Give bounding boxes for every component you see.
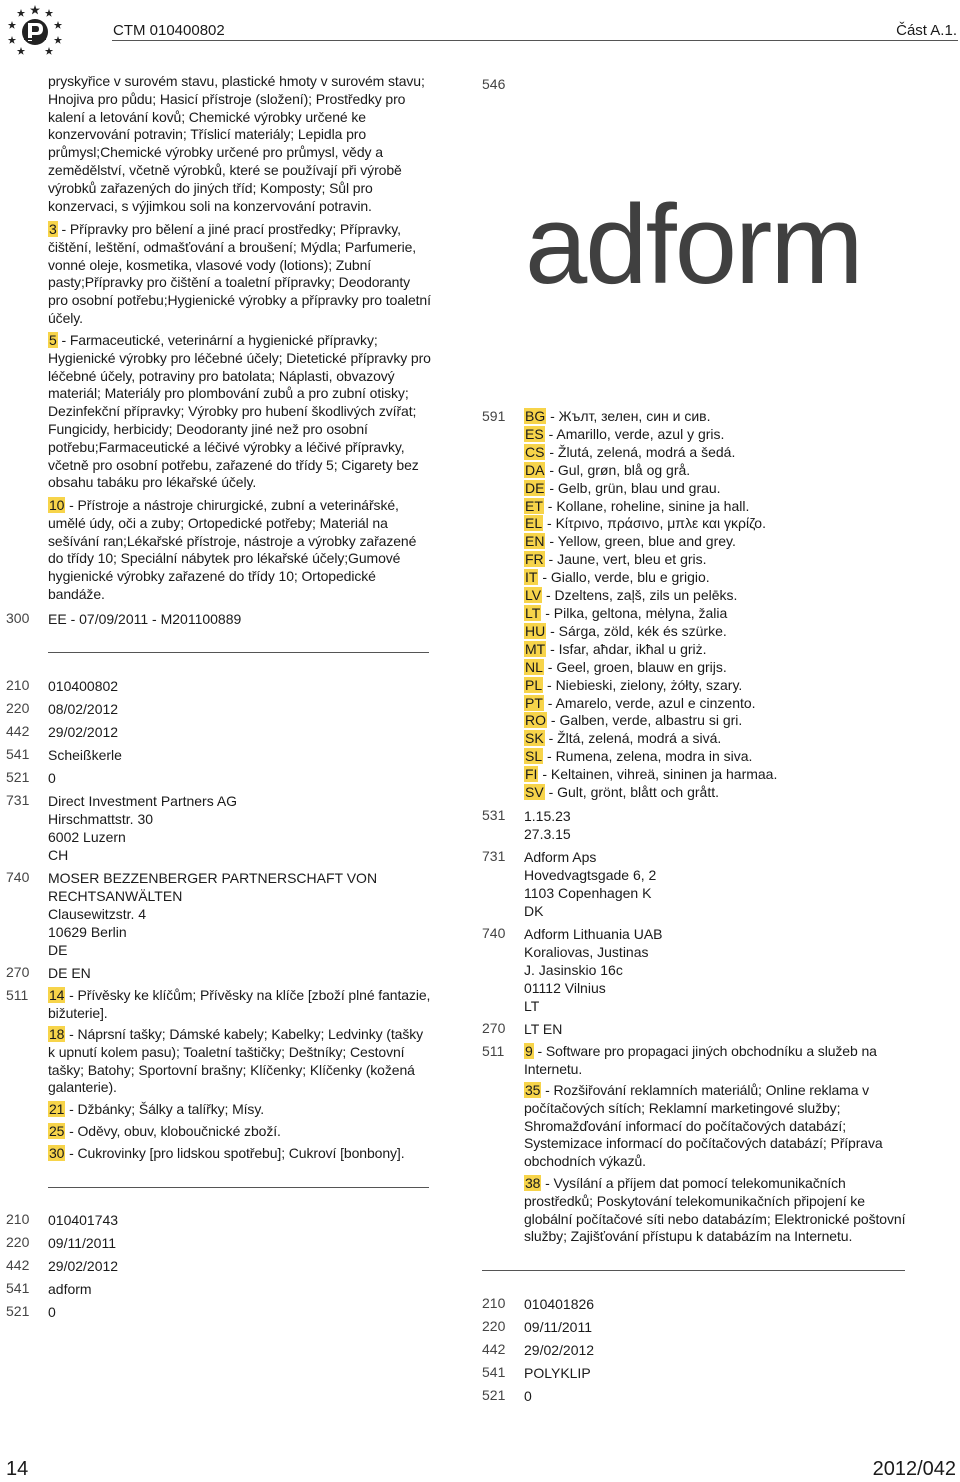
language-code-badge: ES	[525, 425, 544, 442]
class-description: - Přístroje a nástroje chirurgické, zubní a veterinářské, umělé údy, oči a zuby; Ortopedické potřeby; Materiál na sešívání ran;Lékařské přístroje, nástroje a výrobky zařazené do třídy 10; Speciální nábytek pro lékařské účely;Gumové hygienické výrobky zařazené do třídy 10; Ortopedické bandáže.	[48, 497, 417, 602]
field-code-270: 270	[6, 964, 30, 980]
class-number-badge: 10	[49, 497, 65, 513]
colour-claim-text: - Geel, groen, blauw en grijs.	[543, 658, 727, 675]
colour-claim-row	[524, 551, 924, 569]
class-number-badge: 21	[49, 1101, 65, 1117]
class-description: - Džbánky; Šálky a talířky; Mísy.	[65, 1101, 264, 1117]
nice-class-10	[48, 497, 432, 604]
class-description: - Vysílání a příjem dat pomocí telekomunikačních prostředků; Poskytování telekomunikačních připojení ke globální počítačové síti nebo databázím; Elektronické poštovní služby; Zajišťování přístupu k databázím na Internetu.	[524, 1175, 906, 1245]
field-code-511: 511	[6, 987, 29, 1003]
language-code-badge: SL	[525, 748, 543, 765]
field-code-521: 521	[6, 769, 30, 785]
language-code-badge: FI	[525, 766, 538, 783]
acquired-distinctiveness: 0	[48, 770, 56, 786]
colour-claim-row	[524, 498, 924, 516]
class-number-badge: 18	[49, 1026, 65, 1042]
colour-claim-row	[524, 659, 924, 677]
publication-date: 29/02/2012	[48, 724, 119, 740]
colour-claim-row	[524, 748, 924, 766]
colour-claim-row	[524, 766, 924, 784]
filing-date: 09/11/2011	[48, 1235, 116, 1251]
field-code-300: 300	[6, 610, 30, 626]
seniority-value: EE - 07/09/2011 - M201100889	[48, 611, 242, 627]
field-code-511: 511	[482, 1043, 505, 1059]
field-code-210: 210	[6, 1211, 30, 1227]
colour-claim-row	[524, 408, 924, 426]
field-code-442: 442	[6, 723, 30, 739]
colour-claim-text: - Amarillo, verde, azul y gris.	[544, 425, 725, 442]
colour-claim-text: - Kollane, roheline, sinine ja hall.	[543, 497, 750, 514]
class-description: - Přívěsky ke klíčům; Přívěsky na klíče [zboží plné fantazie, bižuterie].	[48, 987, 431, 1021]
colour-claim-row	[524, 784, 924, 802]
document-code: CTM 010400802	[113, 22, 225, 39]
class-number-badge: 5	[49, 332, 57, 348]
languages: DE EN	[48, 965, 91, 981]
class-number-badge: 38	[525, 1175, 541, 1191]
nice-class-30	[48, 1145, 440, 1163]
field-code-541: 541	[6, 746, 30, 762]
class-description: - Náprsní tašky; Dámské kabely; Kabelky; Ledvinky (tašky k upnutí kolem pasu); Toaletní taštičky; Deštníky; Cestovní tašky; Batohy; Sportovní brašny; Klíčenky; Klíčenky (kožená galanterie).	[48, 1026, 424, 1096]
class-number-badge: 3	[49, 221, 57, 237]
colour-claim-row	[524, 444, 924, 462]
colour-claim-row	[524, 426, 924, 444]
nice-class-3	[48, 221, 432, 328]
colour-claim-row	[524, 587, 924, 605]
language-code-badge: LV	[525, 587, 542, 604]
colour-claim-row	[524, 605, 924, 623]
colour-claim-row	[524, 462, 924, 480]
colour-claim-text: - Amarelo, verde, azul e cinzento.	[543, 694, 756, 711]
colour-claim-text: - Rumena, zelena, modra in siva.	[543, 748, 753, 765]
language-code-badge: CS	[525, 443, 545, 460]
colour-claim-text: - Pilka, geltona, mėlyna, žalia	[541, 604, 728, 621]
application-number: 010401743	[48, 1212, 119, 1228]
field-code-740: 740	[6, 869, 30, 885]
colour-claim-row	[524, 515, 924, 533]
field-code-220: 220	[6, 700, 30, 716]
language-code-badge: NL	[525, 658, 543, 675]
field-code-521: 521	[482, 1387, 506, 1403]
colour-claim-text: - Niebieski, zielony, żółty, szary.	[543, 676, 743, 693]
class-number-badge: 14	[49, 987, 65, 1003]
representative-address: MOSER BEZZENBERGER PARTNERSCHAFT VON RECHTSANWÄLTEN Clausewitzstr. 4 10629 Berlin DE	[48, 870, 378, 958]
language-code-badge: BG	[525, 408, 546, 424]
language-code-badge: SK	[525, 730, 544, 747]
language-code-badge: PL	[525, 676, 543, 693]
page-number: 14	[6, 1458, 29, 1480]
colour-claim-row	[524, 695, 924, 713]
filing-date: 09/11/2011	[524, 1319, 592, 1335]
colour-claim-text: - Gult, grönt, blått och grått.	[544, 784, 719, 801]
acquired-distinctiveness: 0	[524, 1388, 532, 1404]
colour-claim-text: - Jaune, vert, bleu et gris.	[544, 551, 707, 568]
issue-number: 2012/042	[872, 1458, 956, 1480]
class-description: - Software pro propagaci jiných obchodníku a služeb na Internetu.	[524, 1043, 877, 1077]
field-code-531: 531	[482, 807, 506, 823]
colour-claim-row	[524, 730, 924, 748]
language-code-badge: EN	[525, 533, 545, 550]
class-number-badge: 25	[49, 1123, 65, 1139]
class-description: - Farmaceutické, veterinární a hygienické přípravky; Hygienické výrobky pro léčebné účely; Dietetické přípravky pro léčebné účely, potraviny pro batolata; Náplasti, obvazový materiál; Materiály pro plombování zubů a pro zubní otisky; Dezinfekční přípravky; Výrobky pro hubení škodlivých zvířat; Fungicidy, herbicidy; Deodoranty jiné než pro osobní potřebu;Farmaceutické a léčivé výrobky a léčivé přípravky, včetně pro osobní potřebu, zařazené do třídy 5; Cigarety bez obsahu tabáku pro lékařské účely.	[48, 332, 431, 491]
language-code-badge: IT	[525, 569, 538, 586]
application-number: 010400802	[48, 678, 119, 694]
field-code-521: 521	[6, 1303, 30, 1319]
colour-claim-text: - Žlutá, zelená, modrá a šedá.	[545, 443, 736, 460]
field-code-731: 731	[482, 848, 506, 864]
colour-claim-text: - Keltainen, vihreä, sininen ja harmaa.	[538, 766, 778, 783]
application-number: 010401826	[524, 1296, 595, 1312]
colour-claim-row	[524, 712, 924, 730]
goods-intro-paragraph: pryskyřice v surovém stavu, plastické hmoty v surovém stavu; Hnojiva pro půdu; Hasicí přístroje (složení); Prostředky pro kalení a letování kovů; Chemické výrobky určené ke konzervování potravin; Tříslicí materiály; Lepidla pro průmysl;Chemické výrobky určené pro průmysl, vědy a zemědělství, včetně výrobků, které se používají při výrobě výrobků zařazených do jiných tříd; Komposty; Sůl pro konzervaci, s výjimkou soli na konzervování potravin.	[48, 73, 425, 214]
nice-class-21	[48, 1101, 432, 1119]
section-label: Část A.1.	[896, 22, 957, 39]
field-code-731: 731	[6, 792, 30, 808]
colour-claim-text: - Isfar, aħdar, ikħal u griż.	[546, 640, 707, 657]
field-code-546: 546	[482, 76, 506, 92]
colour-claim-row	[524, 569, 924, 587]
nice-class-18	[48, 1026, 432, 1097]
publication-date: 29/02/2012	[524, 1342, 595, 1358]
nice-class-9	[524, 1043, 908, 1079]
acquired-distinctiveness: 0	[48, 1304, 56, 1320]
field-code-210: 210	[6, 677, 30, 693]
colour-claim-row	[524, 533, 924, 551]
language-code-badge: SV	[525, 784, 544, 801]
language-code-badge: PT	[525, 694, 543, 711]
header-rule	[112, 40, 958, 41]
class-number-badge: 9	[525, 1043, 533, 1059]
field-code-541: 541	[482, 1364, 506, 1380]
colour-claims-list	[524, 408, 924, 802]
nice-class-5	[48, 332, 432, 492]
field-code-740: 740	[482, 925, 506, 941]
vienna-classification: 1.15.23 27.3.15	[524, 808, 571, 842]
colour-claim-row	[524, 480, 924, 498]
eu-emblem-logo	[6, 2, 64, 60]
colour-claim-text: - Yellow, green, blue and grey.	[545, 533, 736, 550]
colour-claim-text: - Dzeltens, zaļš, zils un pelēks.	[542, 587, 738, 604]
field-code-591: 591	[482, 408, 506, 424]
language-code-badge: DA	[525, 461, 545, 478]
field-code-270: 270	[482, 1020, 506, 1036]
language-code-badge: LT	[525, 604, 541, 621]
colour-claim-row	[524, 623, 924, 641]
language-code-badge: DE	[525, 479, 545, 496]
mark-text: adform	[48, 1281, 92, 1297]
nice-class-35	[524, 1082, 908, 1171]
languages: LT EN	[524, 1021, 563, 1037]
filing-date: 08/02/2012	[48, 701, 119, 717]
class-description: - Rozšiřování reklamních materiálů; Online reklama v počítačových sítích; Reklamní marketingové služby; Shromažďování informací do počítačových databází; Systemizace informací do počítačových databází; Příprava obchodních výkazů.	[524, 1082, 883, 1170]
language-code-badge: EL	[525, 515, 543, 532]
logo-wordmark: adform	[525, 182, 862, 295]
colour-claim-text: - Galben, verde, albastru si gri.	[547, 712, 743, 729]
colour-claim-row	[524, 677, 924, 695]
language-code-badge: ET	[525, 497, 543, 514]
field-code-541: 541	[6, 1280, 30, 1296]
colour-claim-text: - Gul, grøn, blå og grå.	[545, 461, 691, 478]
colour-claim-text: - Жълт, зелен, син и сив.	[546, 408, 711, 424]
language-code-badge: RO	[525, 712, 546, 729]
colour-claim-text: - Giallo, verde, blu e grigio.	[538, 569, 710, 586]
representative-address: Adform Lithuania UAB Koraliovas, Justinas J. Jasinskio 16c 01112 Vilnius LT	[524, 926, 663, 1014]
nice-class-25	[48, 1123, 432, 1141]
class-number-badge: 30	[49, 1145, 65, 1161]
record-separator	[48, 1187, 429, 1188]
applicant-address: Direct Investment Partners AG Hirschmattstr. 30 6002 Luzern CH	[48, 793, 238, 863]
class-description: - Oděvy, obuv, kloboučnické zboží.	[65, 1123, 281, 1139]
class-description: - Cukrovinky [pro lidskou spotřebu]; Cukroví [bonbony].	[65, 1145, 405, 1161]
colour-claim-text: - Κίτρινο, πράσινο, μπλε και γκρίζο.	[543, 515, 766, 532]
field-code-442: 442	[482, 1341, 506, 1357]
applicant-address: Adform Aps Hovedvagtsgade 6, 2 1103 Copenhagen K DK	[524, 849, 657, 919]
nice-class-14	[48, 987, 432, 1023]
field-code-220: 220	[6, 1234, 30, 1250]
colour-claim-text: - Žltá, zelená, modrá a sivá.	[544, 730, 722, 747]
language-code-badge: FR	[525, 551, 544, 568]
mark-text: POLYKLIP	[524, 1365, 591, 1381]
field-code-220: 220	[482, 1318, 506, 1334]
record-separator	[482, 1270, 905, 1271]
publication-date: 29/02/2012	[48, 1258, 119, 1274]
language-code-badge: HU	[525, 622, 546, 639]
class-number-badge: 35	[525, 1082, 541, 1098]
language-code-badge: MT	[525, 640, 546, 657]
mark-text: Scheißkerle	[48, 747, 122, 763]
record-separator	[48, 652, 429, 653]
field-code-210: 210	[482, 1295, 506, 1311]
colour-claim-row	[524, 641, 924, 659]
colour-claim-text: - Gelb, grün, blau und grau.	[545, 479, 721, 496]
nice-class-38	[524, 1175, 908, 1246]
adform-logo-image	[525, 175, 945, 295]
colour-claim-text: - Sárga, zöld, kék és szürke.	[546, 622, 727, 639]
field-code-442: 442	[6, 1257, 30, 1273]
class-description: - Přípravky pro bělení a jiné prací prostředky; Přípravky, čištění, leštění, odmašťování a broušení; Mýdla; Parfumerie, vonné oleje, kosmetika, vlasové vody (lotions); Zubní pasty;Přípravky pro čištění a toaletní přípravky; Deodoranty pro osobní potřebu;Hygienické výrobky a přípravky pro toaletní účely.	[48, 221, 431, 326]
